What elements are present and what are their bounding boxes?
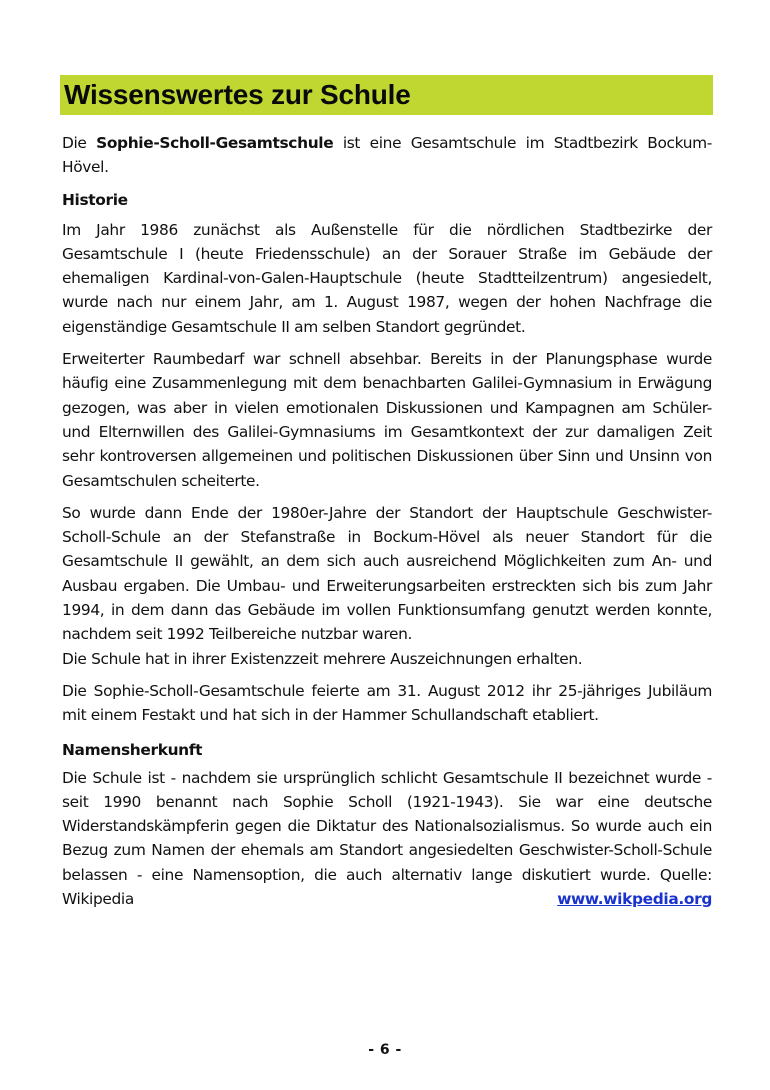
wikipedia-link[interactable]: www.wikpedia.org bbox=[557, 890, 712, 909]
historie-paragraph-3: So wurde dann Ende der 1980er-Jahre der Standort der Hauptschule Geschwister-Scholl-Schule an der Stefanstraße in Bockum-Hövel als neuer Standort für die Gesamtschule II gewählt, an dem sich auch ausreichend Möglichkeiten zum An- und Ausbau ergaben. Die Umbau- und Erweiterungsarbeiten erstreckten sich bis zum Jahr 1994, in dem dann das Gebäude im vollen Funktionsumfang genutzt werden konnte, nachdem seit 1992 Teilbereiche nutzbar waren. bbox=[62, 503, 712, 644]
section-title-banner bbox=[60, 75, 713, 115]
document-page bbox=[62, 75, 712, 911]
historie-paragraph-5: Die Sophie-Scholl-Gesamtschule feierte am 31. August 2012 ihr 25-jähriges Jubiläum mit einem Festakt und hat sich in der Hammer Schullandschaft etabliert. bbox=[62, 681, 712, 725]
historie-heading: Historie bbox=[62, 190, 128, 209]
page-title: Wissenswertes zur Schule bbox=[64, 79, 411, 110]
school-name: Sophie-Scholl-Gesamtschule bbox=[96, 134, 334, 152]
historie-paragraph-4: Die Schule hat in ihrer Existenzzeit mehrere Auszeichnungen erhalten. bbox=[62, 649, 583, 668]
page-number: - 6 - bbox=[368, 1042, 402, 1058]
namensherkunft-paragraph bbox=[62, 766, 712, 912]
historie-paragraph-2: Erweiterter Raumbedarf war schnell absehbar. Bereits in der Planungsphase wurde häufig eine Zusammenlegung mit dem benachbarten Galilei-Gymnasium in Erwägung gezogen, was aber in vielen emotionalen Diskussionen und Kampagnen am Schüler- und Elternwillen des Galilei-Gymnasiums im Gesamtkontext der zur damaligen Zeit sehr kontroversen allgemeinen und politischen Diskussionen über Sinn und Unsinn von Gesamtschulen scheiterte. bbox=[62, 350, 712, 490]
namensherkunft-text: Die Schule ist - nachdem sie ursprünglich schlicht Gesamtschule II bezeichnet wurde - seit 1990 benannt nach Sophie Scholl (1921-1943). Sie war eine deutsche Widerstandskämpferin gegen die Diktatur des Nationalsozialismus. So wurde auch ein Bezug zum Namen der ehemals am Standort angesiedelten Geschwister-Scholl-Schule belassen - eine Namensoption, die auch alternativ lange diskutiert wurde. Quelle: Wikipedia bbox=[62, 768, 712, 909]
intro-suffix: ist eine Gesamtschule im Stadtbezirk Bockum-Hövel. bbox=[62, 134, 713, 177]
namensherkunft-heading: Namensherkunft bbox=[62, 740, 203, 759]
intro-paragraph bbox=[62, 131, 712, 180]
historie-paragraph-1: Im Jahr 1986 zunächst als Außenstelle für die nördlichen Stadtbezirke der Gesamtschule I (heute Friedensschule) an der Sorauer Straße im Gebäude der ehemaligen Kardinal-von-Galen-Hauptschule (heute Stadtteilzentrum) angesiedelt, wurde nach nur einem Jahr, am 1. August 1987, wegen der hohen Nachfrage die eigenständige Gesamtschule II am selben Standort gegründet. bbox=[62, 220, 712, 336]
intro-prefix: Die bbox=[62, 134, 97, 152]
